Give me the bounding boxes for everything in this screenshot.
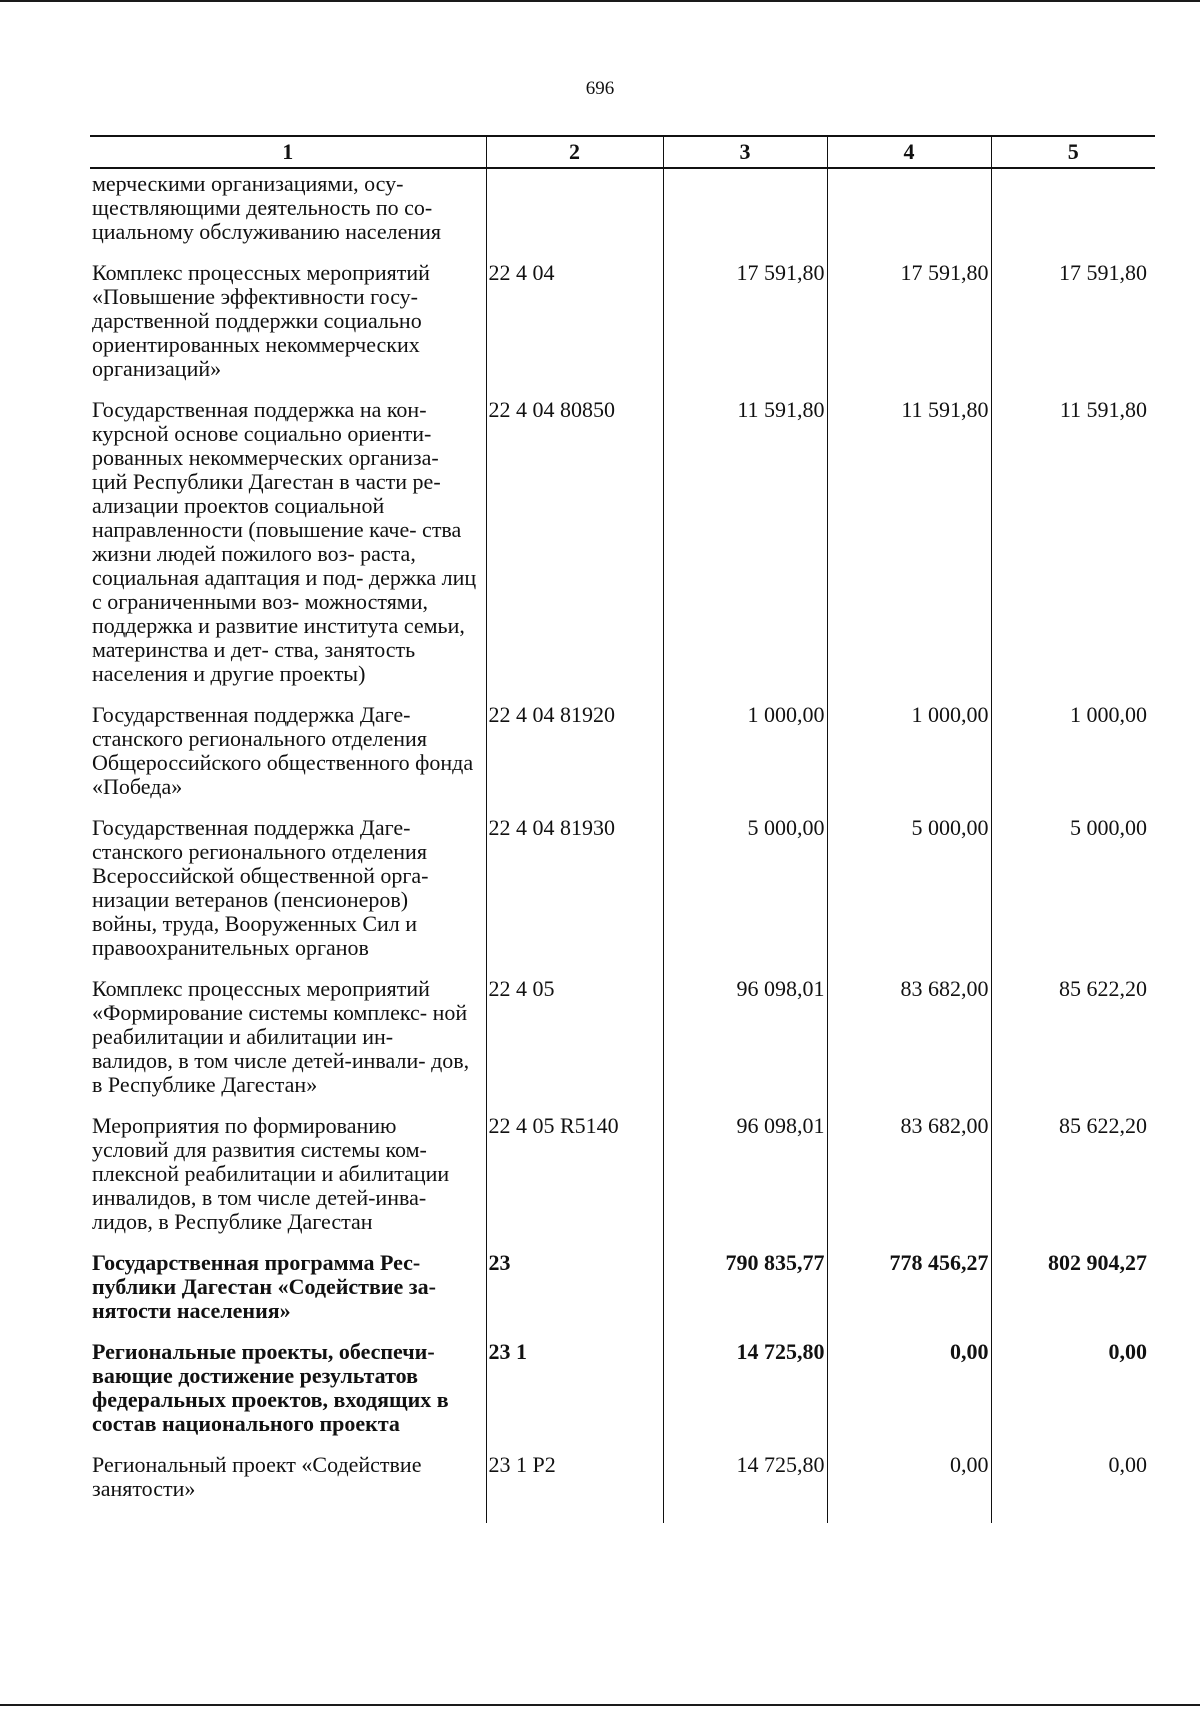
- row-value-col3: 96 098,01: [663, 1111, 827, 1248]
- row-code: 22 4 04 81920: [486, 700, 663, 813]
- row-name: мерческими организациями, осу- ществляющими деятельность по со- циальному обслуживанию населения: [92, 171, 442, 244]
- table-row: [90, 395, 1155, 700]
- row-value-col5: 17 591,80: [991, 258, 1155, 395]
- row-value-col5: 11 591,80: [991, 395, 1155, 700]
- row-value-col4: 778 456,27: [827, 1248, 991, 1337]
- row-code: 23: [486, 1248, 663, 1337]
- row-value-col3: 17 591,80: [663, 258, 827, 395]
- table-row: [90, 813, 1155, 974]
- row-name: Государственная поддержка Даге- станского регионального отделения Всероссийской общественной орга- низации ветеранов (пенсионеров) войны, труда, Вооруженных Сил и правоохранительных органов: [92, 815, 429, 960]
- row-name: Мероприятия по формированию условий для развития системы ком- плексной реабилитации и абилитации инвалидов, в том числе детей-инва- лидов, в Республике Дагестан: [92, 1113, 450, 1234]
- row-value-col5: 0,00: [991, 1337, 1155, 1450]
- header-col-4: 4: [827, 136, 991, 168]
- row-value-col5: 1 000,00: [991, 700, 1155, 813]
- row-value-col4: 5 000,00: [827, 813, 991, 974]
- row-value-col3: 790 835,77: [663, 1248, 827, 1337]
- row-name: Государственная программа Рес- публики Дагестан «Содействие за- нятости населения»: [92, 1250, 436, 1323]
- header-row: [90, 136, 1155, 168]
- row-code: 22 4 04: [486, 258, 663, 395]
- row-value-col5: [991, 168, 1155, 258]
- row-name: Государственная поддержка на кон- курсной основе социально ориенти- рованных некоммерческих организа- ций Республики Дагестан в части ре- ализации проектов социальной направленности (повышение каче- ства жизни людей пожилого воз- раста, социальная адаптация и под- держка лиц с ограниченными воз- можностями, поддержка и развитие института семьи, материнства и дет- ства, занятость населения и другие проекты): [92, 397, 477, 686]
- row-value-col4: 17 591,80: [827, 258, 991, 395]
- row-code: [486, 168, 663, 258]
- table-body: [90, 168, 1155, 1523]
- row-value-col3: 11 591,80: [663, 395, 827, 700]
- row-code: 22 4 05 R5140: [486, 1111, 663, 1248]
- row-value-col5: 0,00: [991, 1450, 1155, 1523]
- row-name: Комплекс процессных мероприятий «Повышение эффективности госу- дарственной поддержки социально ориентированных некоммерческих организаций»: [92, 260, 430, 381]
- row-value-col5: 802 904,27: [991, 1248, 1155, 1337]
- table-row: [90, 700, 1155, 813]
- row-value-col3: [663, 168, 827, 258]
- budget-table: [90, 135, 1155, 1523]
- row-value-col3: 96 098,01: [663, 974, 827, 1111]
- table-row: [90, 1450, 1155, 1523]
- row-code: 22 4 04 81930: [486, 813, 663, 974]
- header-col-3: 3: [663, 136, 827, 168]
- row-value-col3: 14 725,80: [663, 1450, 827, 1523]
- row-value-col4: 1 000,00: [827, 700, 991, 813]
- table-row: [90, 258, 1155, 395]
- row-value-col5: 85 622,20: [991, 1111, 1155, 1248]
- table-header: [90, 136, 1155, 168]
- page-number: 696: [585, 78, 615, 99]
- row-value-col3: 1 000,00: [663, 700, 827, 813]
- row-code: 23 1 P2: [486, 1450, 663, 1523]
- header-col-2: 2: [486, 136, 663, 168]
- scan-bottom-edge-line: [0, 1704, 1200, 1706]
- header-col-5: 5: [991, 136, 1155, 168]
- row-name: Региональный проект «Содействие занятости»: [92, 1452, 422, 1501]
- row-code: 22 4 05: [486, 974, 663, 1111]
- row-code: 22 4 04 80850: [486, 395, 663, 700]
- table-row: [90, 974, 1155, 1111]
- table-row: [90, 1111, 1155, 1248]
- scan-top-edge-line: [0, 0, 1200, 2]
- row-value-col5: 5 000,00: [991, 813, 1155, 974]
- row-name: Комплекс процессных мероприятий «Формирование системы комплекс- ной реабилитации и абилитации ин- валидов, в том числе детей-инвали- дов, в Республике Дагестан»: [92, 976, 470, 1097]
- row-value-col3: 5 000,00: [663, 813, 827, 974]
- row-value-col3: 14 725,80: [663, 1337, 827, 1450]
- table-row-program: [90, 1248, 1155, 1337]
- row-value-col4: 0,00: [827, 1337, 991, 1450]
- row-code: 23 1: [486, 1337, 663, 1450]
- table-row: [90, 168, 1155, 258]
- row-value-col4: 0,00: [827, 1450, 991, 1523]
- row-value-col4: 11 591,80: [827, 395, 991, 700]
- table-row-section: [90, 1337, 1155, 1450]
- header-col-1: 1: [90, 136, 486, 168]
- row-name: Региональные проекты, обеспечи- вающие достижение результатов федеральных проектов, входящих в состав национального проекта: [92, 1339, 449, 1436]
- row-value-col5: 85 622,20: [991, 974, 1155, 1111]
- row-value-col4: 83 682,00: [827, 1111, 991, 1248]
- row-name: Государственная поддержка Даге- станского регионального отделения Общероссийского общественного фонда «Победа»: [92, 702, 474, 799]
- row-value-col4: [827, 168, 991, 258]
- row-value-col4: 83 682,00: [827, 974, 991, 1111]
